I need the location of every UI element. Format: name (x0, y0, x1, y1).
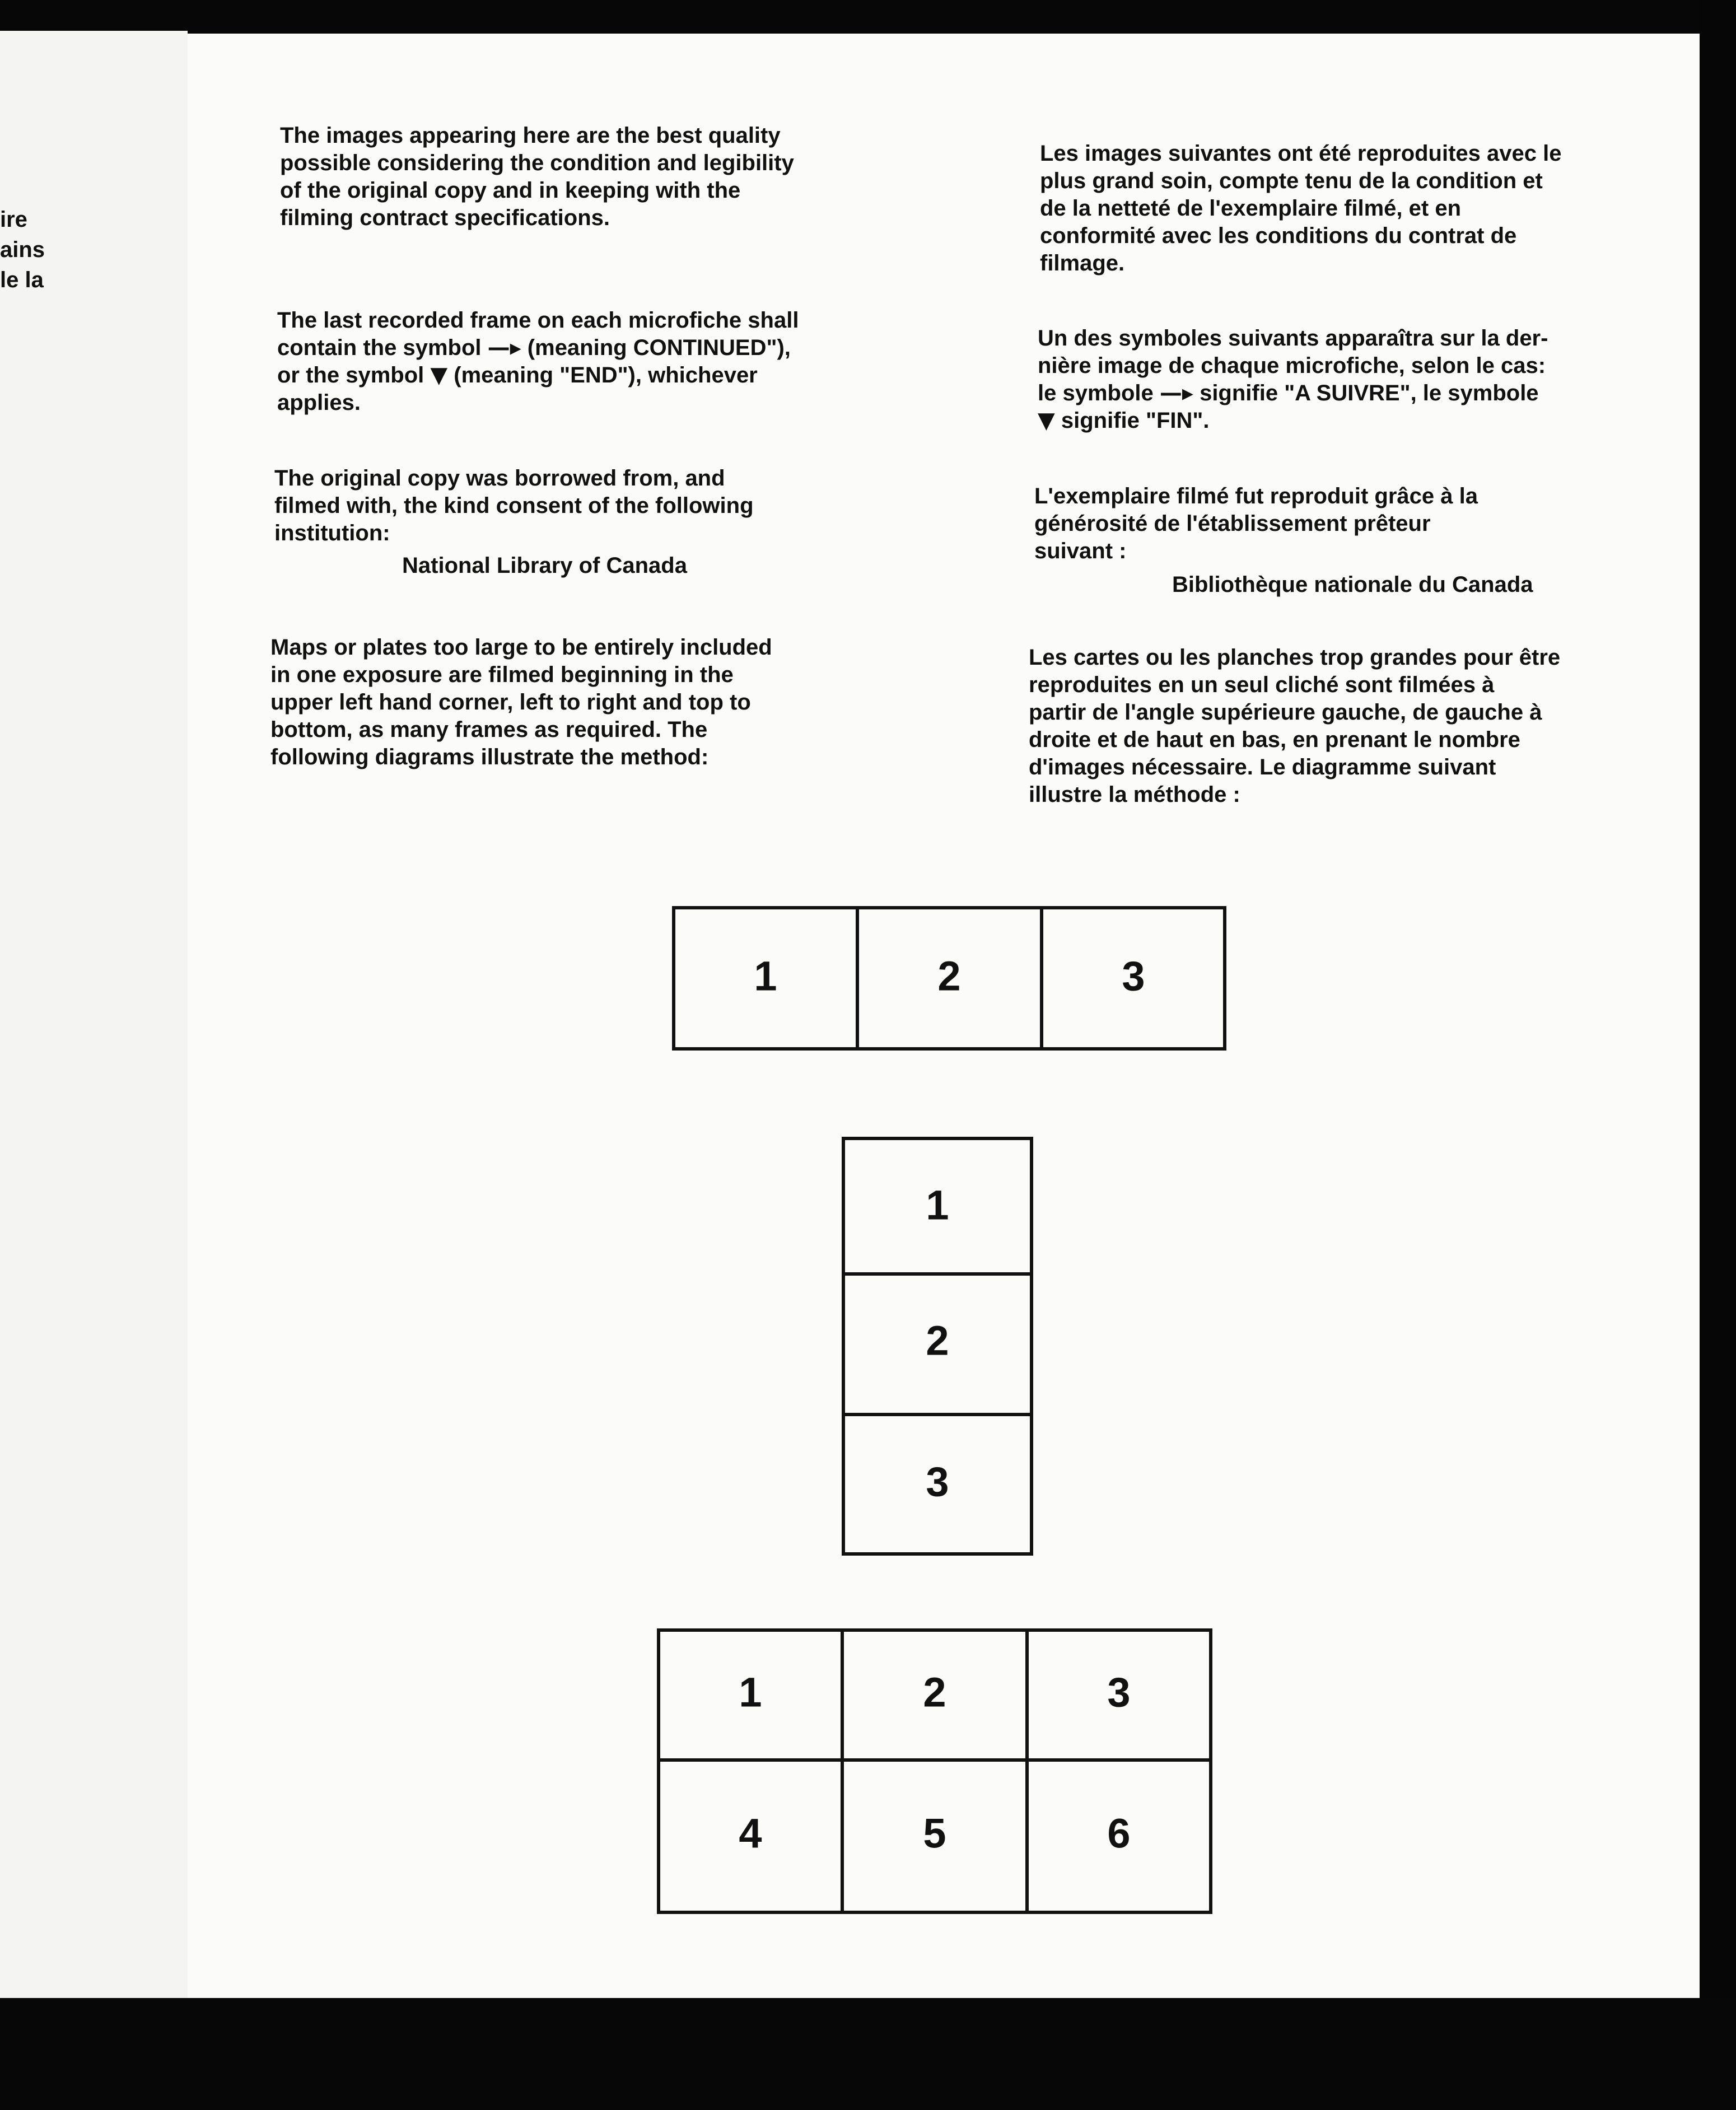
diagram-horizontal-frames (672, 906, 1226, 1051)
frame-number: 1 (754, 953, 777, 1000)
frame-number: 2 (926, 1317, 949, 1364)
english-institution-name: National Library of Canada (402, 553, 687, 578)
left-fragment-line: le la (0, 268, 44, 292)
english-institution-paragraph: The original copy was borrowed from, and filmed with, the kind consent of the following institution: (274, 466, 754, 545)
english-symbols-text: (meaning "END"), whichever applies. (277, 363, 758, 415)
french-method-paragraph: Les cartes ou les planches trop grandes pour être reproduites en un seul cliché sont filmées à partir de l'angle supérieure gauche, de gauche à droite et de haut en bas, en prenant le nombre d'images nécessaire. Le diagramme suivant illustre la méthode : (1029, 645, 1561, 807)
frame-number: 1 (926, 1182, 949, 1229)
frame-number: 5 (923, 1810, 946, 1857)
continued-arrow-icon: —▸ (487, 335, 521, 361)
target-page (188, 34, 1700, 1998)
french-institution-name: Bibliothèque nationale du Canada (1172, 572, 1533, 597)
adjacent-page-fragment (0, 31, 188, 1998)
frame-number: 2 (937, 953, 961, 1000)
diagram-grid-frames (657, 1628, 1212, 1914)
french-symbols-paragraph (1038, 325, 1548, 435)
french-symbols-text: signifie "A SUIVRE", le symbole (1200, 381, 1539, 405)
english-method-paragraph: Maps or plates too large to be entirely included in one exposure are filmed beginning in the upper left hand corner, left to right and top to bottom, as many frames as required. The following diagrams illustrate the method: (270, 635, 772, 769)
film-border-bottom (0, 1998, 1736, 2110)
frame-number: 3 (1107, 1669, 1131, 1716)
french-symbols-text: signifie "FIN". (1054, 408, 1210, 433)
end-triangle-icon: ▼ (430, 362, 448, 388)
frame-number: 6 (1107, 1810, 1131, 1857)
french-quality-paragraph: Les images suivantes ont été reproduites avec le plus grand soin, compte tenu de la condition et de la netteté de l'exemplaire filmé, et en conformité avec les conditions du contrat de filmage. (1040, 141, 1562, 276)
english-symbols-text: The last recorded frame on each microfiche shall contain the symbol (277, 308, 799, 360)
english-quality-paragraph: The images appearing here are the best quality possible considering the condition and legibility of the original copy and in keeping with the filming contract specifications. (280, 123, 794, 230)
left-fragment-line: ire (0, 207, 27, 232)
left-fragment-line: ains (0, 237, 45, 262)
english-symbols-text: (meaning CONTINUED"), or the symbol (277, 335, 791, 388)
continued-arrow-icon: —▸ (1159, 380, 1193, 406)
frame-number: 3 (1122, 953, 1145, 1000)
french-institution-paragraph: L'exemplaire filmé fut reproduit grâce à la générosité de l'établissement prêteur suivant : (1034, 484, 1478, 563)
film-border-right (1700, 0, 1736, 2110)
diagram-vertical-frames (842, 1137, 1033, 1556)
frame-number: 1 (739, 1669, 762, 1716)
french-symbols-text: Un des symboles suivants apparaîtra sur la der- nière image de chaque microfiche, selon le cas: le symbole (1038, 326, 1548, 405)
frame-number: 3 (926, 1458, 949, 1505)
english-symbols-paragraph (277, 307, 799, 417)
end-triangle-icon: ▼ (1038, 408, 1055, 433)
frame-number: 2 (923, 1669, 946, 1716)
frame-number: 4 (739, 1810, 762, 1857)
